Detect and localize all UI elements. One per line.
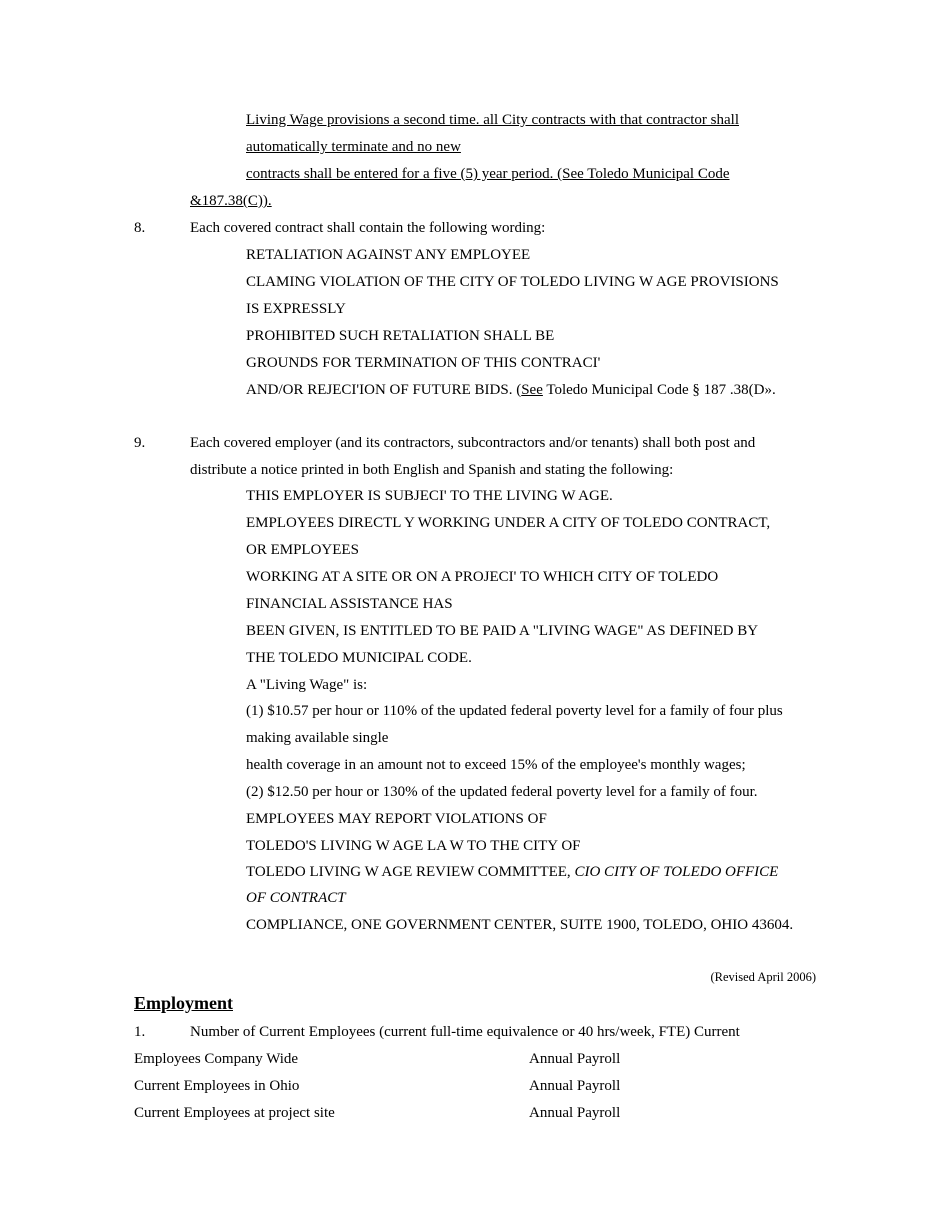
notice-line: THIS EMPLOYER IS SUBJECI' TO THE LIVING W AGE. [246, 488, 613, 504]
top-line-1: Living Wage provisions a second time. all City contracts with that contractor shall [246, 112, 739, 128]
top-line-2: automatically terminate and no new [246, 139, 461, 155]
annual-payroll-label: Annual Payroll [529, 1078, 621, 1094]
item-9-line-1: Each covered employer (and its contractors, subcontractors and/or tenants) shall both post and [190, 435, 756, 451]
revised-date: (Revised April 2006) [710, 970, 816, 984]
item-8-quote-line: CLAMING VIOLATION OF THE CITY OF TOLEDO LIVING W AGE PROVISIONS [246, 274, 779, 290]
notice-line: OR EMPLOYEES [246, 542, 359, 558]
notice-line: (2) $12.50 per hour or 130% of the updated federal poverty level for a family of four. [246, 784, 758, 800]
notice-review-line [246, 863, 778, 881]
notice-line: FINANCIAL ASSISTANCE HAS [246, 596, 453, 612]
item-8-last-post: Toledo Municipal Code § 187 .38(D». [542, 382, 776, 398]
item-8-text: Each covered contract shall contain the following wording: [190, 220, 546, 236]
employment-heading: Employment [134, 993, 233, 1013]
top-line-4: &187.38(C)). [190, 193, 272, 209]
employees-row-label: Employees Company Wide [134, 1051, 299, 1067]
notice-line: making available single [246, 730, 389, 746]
employees-row-label: Current Employees at project site [134, 1105, 335, 1121]
notice-line: WORKING AT A SITE OR ON A PROJECI' TO WHICH CITY OF TOLEDO [246, 569, 719, 585]
item-8-quote-line: RETALIATION AGAINST ANY EMPLOYEE [246, 247, 531, 263]
review-committee-italic: CIO CITY OF TOLEDO OFFICE [574, 864, 779, 880]
notice-line: BEEN GIVEN, IS ENTITLED TO BE PAID A "LIVING WAGE" AS DEFINED BY [246, 623, 759, 639]
annual-payroll-label: Annual Payroll [529, 1051, 621, 1067]
see-reference: See [521, 382, 543, 398]
notice-line: A "Living Wage" is: [246, 677, 368, 693]
notice-line: EMPLOYEES MAY REPORT VIOLATIONS OF [246, 811, 547, 827]
notice-line: THE TOLEDO MUNICIPAL CODE. [246, 650, 472, 666]
employment-item-text: Number of Current Employees (current full-time equivalence or 40 hrs/week, FTE) Current [190, 1024, 740, 1040]
notice-compliance-line: COMPLIANCE, ONE GOVERNMENT CENTER, SUITE 1900, TOLEDO, OHIO 43604. [246, 917, 794, 933]
item-8-quote-line: IS EXPRESSLY [246, 301, 346, 317]
item-8-quote-line: GROUNDS FOR TERMINATION OF THIS CONTRACI' [246, 355, 601, 371]
top-line-3: contracts shall be entered for a five (5) year period. (See Toledo Municipal Code [246, 166, 730, 182]
notice-line: TOLEDO'S LIVING W AGE LA W TO THE CITY OF [246, 838, 581, 854]
annual-payroll-label: Annual Payroll [529, 1105, 621, 1121]
notice-contract-line: OF CONTRACT [246, 890, 346, 906]
item-8-quote-line: PROHIBITED SUCH RETALIATION SHALL BE [246, 328, 555, 344]
employment-item-number: 1. [134, 1024, 146, 1040]
review-committee-text: TOLEDO LIVING W AGE REVIEW COMMITTEE, [246, 864, 575, 880]
item-9-number: 9. [134, 435, 146, 451]
notice-line: (1) $10.57 per hour or 110% of the updated federal poverty level for a family of four plus [246, 703, 783, 719]
notice-line: EMPLOYEES DIRECTL Y WORKING UNDER A CITY OF TOLEDO CONTRACT, [246, 515, 771, 531]
notice-line: health coverage in an amount not to exceed 15% of the employee's monthly wages; [246, 757, 746, 773]
item-8-last-pre: AND/OR REJECI'ION OF FUTURE BIDS. ( [246, 382, 522, 398]
item-9-line-2: distribute a notice printed in both English and Spanish and stating the following: [190, 462, 674, 478]
item-8-quote-last [246, 381, 776, 399]
item-8-number: 8. [134, 220, 146, 236]
employees-row-label: Current Employees in Ohio [134, 1078, 300, 1094]
